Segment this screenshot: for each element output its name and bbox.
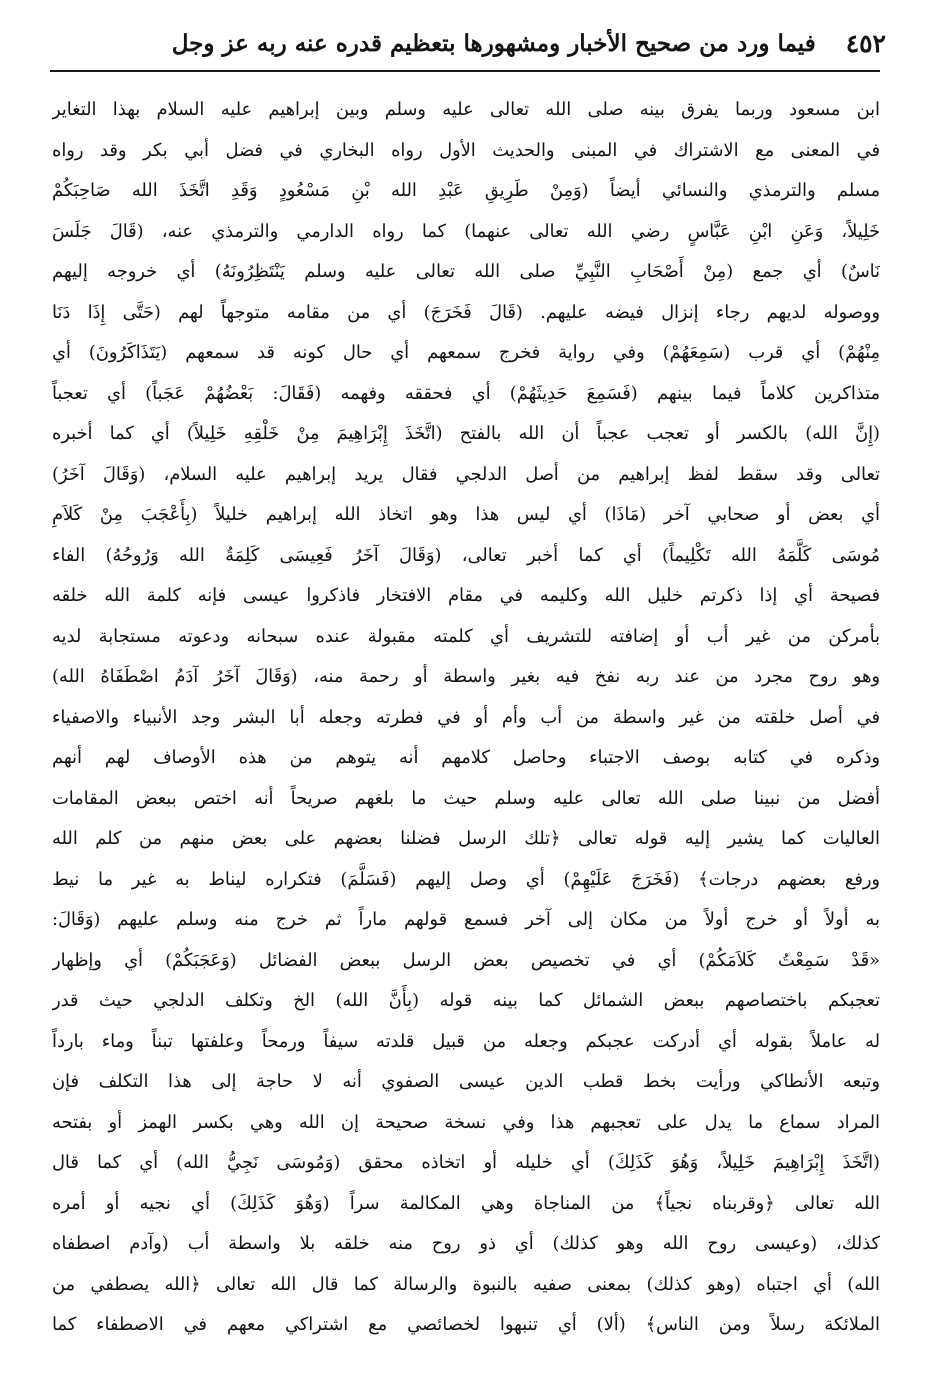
text-line: ورفع بعضهم درجات﴾ (فَخَرَجَ عَلَيْهِمْ) أي وصل إليهم (فَسَلَّمَ) فتكراره ليناط به غير ما نيط <box>52 868 880 890</box>
text-line: وهو روح مجرد من عند ربه نفخ فيه بغير واسطة أو رحمة منه، (وَقَالَ آخَرُ آدَمُ اصْطَفَاهُ الله) <box>52 666 880 687</box>
text-line: الله تعالى ﴿وقربناه نجياً﴾ من المناجاة وهي المكالمة سراً (وَهُوَ كَذَلِكَ) أي نجيه أو أمره <box>52 1192 880 1214</box>
text-line: المراد سماع ما يدل على تعجبهم هذا وفي نسخة صحيحة إن الله وهي بكسر الهمز أو بفتحه <box>52 1111 880 1133</box>
body-text <box>52 90 880 1346</box>
text-line: كذلك، (وعيسى روح الله وهو كذلك) أي ذو روح منه خلقه بلا واسطة أب (وآدم اصطفاه <box>52 1233 880 1254</box>
text-line: في المعنى مع الاشتراك في المبنى والحديث الأول رواه البخاري في فضل أبي بكر وقد رواه <box>52 139 880 161</box>
text-line: بأمركن من غير أب أو إضافته للتشريف أي كلمته مقبولة عنده سبحانه ودعوته مستجابة لديه <box>52 625 880 647</box>
text-line: خَلِيلاً، وَعَنِ ابْنِ عَبَّاسٍ رضي الله تعالى عنهما) كما رواه الدارمي والترمذي عنه، (قَالَ جَلَسَ <box>52 220 880 242</box>
text-line: متذاكرين كلاماً فيما بينهم (فَسَمِعَ حَدِيثَهُمْ) أي فحققه وفهمه (فَقَالَ: بَعْضُهُمْ عَجَباً) أي تعجباً <box>52 382 880 404</box>
text-line: في أصل خلقته من غير واسطة من أب وأم أو في فطرته وجعله أبا البشر وجد الأنبياء والاصفياء <box>52 706 880 728</box>
text-line: الله) أي اجتباه (وهو كذلك) بمعنى صفيه بالنبوة والرسالة كما قال الله تعالى ﴿الله يصطفي من <box>52 1273 880 1295</box>
header-rule <box>50 70 880 72</box>
text-line: تعجبكم باختصاصهم ببعض الشمائل كما بينه قوله (بِأَنَّ الله) الخ وتكلف الدلجي حيث قدر <box>52 990 880 1011</box>
text-line: مُوسَى كَلَّمَهُ الله تَكْلِيماً) أي كما أخبر تعالى، (وَقَالَ آخَرُ فَعِيسَى كَلِمَةُ الله وَرُوحُهُ) الفاء <box>52 544 880 566</box>
text-line: له عاملاً بقوله أي أدركت عجبكم وجعله من قبيل قلدته سيفاً ورمحاً وعلفتها تبناً وماء بارداً <box>52 1030 880 1052</box>
text-line: «قَدْ سَمِعْتُ كَلاَمَكُمْ) أي في تخصيص بعض الرسل ببعض الفضائل (وَعَجَبَكُمْ) أي وإظهار <box>52 949 880 971</box>
text-line: نَاسٌ) أي جمع (مِنْ أَصْحَابِ النَّبِيِّ صلى الله تعالى عليه وسلم يَنْتَظِرُونَهُ) أي خروجه إليهم <box>52 261 880 282</box>
text-line: مسلم والترمذي والنسائي أيضاً (وَمِنْ طَرِيقِ عَبْدِ الله بْنِ مَسْعُودٍ وَقَدِ اتَّخَذَ الله صَاحِبَكُمْ <box>52 180 880 201</box>
text-line: أفضل من نبينا صلى الله تعالى عليه وسلم حيث ما بلغهم صريحاً أنه اختص ببعض المقامات <box>52 787 880 809</box>
text-line: ابن مسعود وربما يفرق بينه صلى الله تعالى عليه وسلم وبين إبراهيم عليه السلام بهذا التغاير <box>52 99 880 120</box>
text-line: وذكره في كتابه بوصف الاجتباء وحاصل كلامهم أنه يتوهم من هذه الأوصاف لهم أنهم <box>52 747 880 768</box>
text-line: (إِنَّ الله) بالكسر أو تعجب عجباً أن الله بالفتح (اتَّخَذَ إِبْرَاهِيمَ مِنْ خَلْقِهِ خَلِيلاً) أي كما أخبره <box>52 423 880 444</box>
text-line: به أولاً أو خرج أولاً من مكان إلى آخر فسمع قولهم ماراً ثم خرج منه وسلم عليهم (وَقَالَ: <box>52 909 880 930</box>
text-line: العاليات كما يشير إليه قوله تعالى ﴿تلك الرسل فضلنا بعضهم على بعض منهم من كلم الله <box>52 828 880 849</box>
text-line: تعالى وقد سقط لفظ إبراهيم من أصل الدلجي فقال يريد إبراهيم عليه السلام، (وَقَالَ آخَرُ) <box>52 463 880 485</box>
page-number: ٤٥٢ <box>845 29 886 58</box>
running-title: فيما ورد من صحيح الأخبار ومشهورها بتعظيم قدره عنه ربه عز وجل <box>171 30 816 57</box>
text-line: وتبعه الأنطاكي ورأيت بخط قطب الدين عيسى الصفوي أنه لا حاجة إلى هذا التكلف فإن <box>52 1071 880 1092</box>
page-header <box>52 22 886 66</box>
text-line: مِنْهُمْ) أي قرب (سَمِعَهُمْ) وفي رواية فخرج سمعهم أي حال كونه قد سمعهم (يَتَذَاكَرُونَ) أي <box>52 342 880 363</box>
text-line: ووصوله لديهم رجاء إنزال فيضه عليهم. (قَالَ فَخَرَجَ) أي من مقامه متوجهاً لهم (حَتَّى إِذَا دَنَا <box>52 301 880 323</box>
text-line: أي بعض أو صحابي آخر (مَاذَا) أي ليس هذا وهو اتخاذ الله إبراهيم خليلاً (بِأَعْجَبَ مِنْ كَلاَمِ <box>52 504 880 525</box>
text-line: الملائكة رسلاً ومن الناس﴾ (ألا) أي تنبهوا لخصائصي مع اشتراكي معهم في الاصطفاء كما <box>52 1314 880 1335</box>
text-line: فصيحة أي إذا ذكرتم خليل الله وكليمه في مقام الافتخار فاذكروا عيسى فإنه كلمة الله خلقه <box>52 585 880 606</box>
text-line: (اتَّخَذَ إِبْرَاهِيمَ خَلِيلاً، وَهُوَ كَذَلِكَ) أي خليله أو اتخاذه محقق (وَمُوسَى نَجِيُّ الله) أي كما قال <box>52 1152 880 1173</box>
